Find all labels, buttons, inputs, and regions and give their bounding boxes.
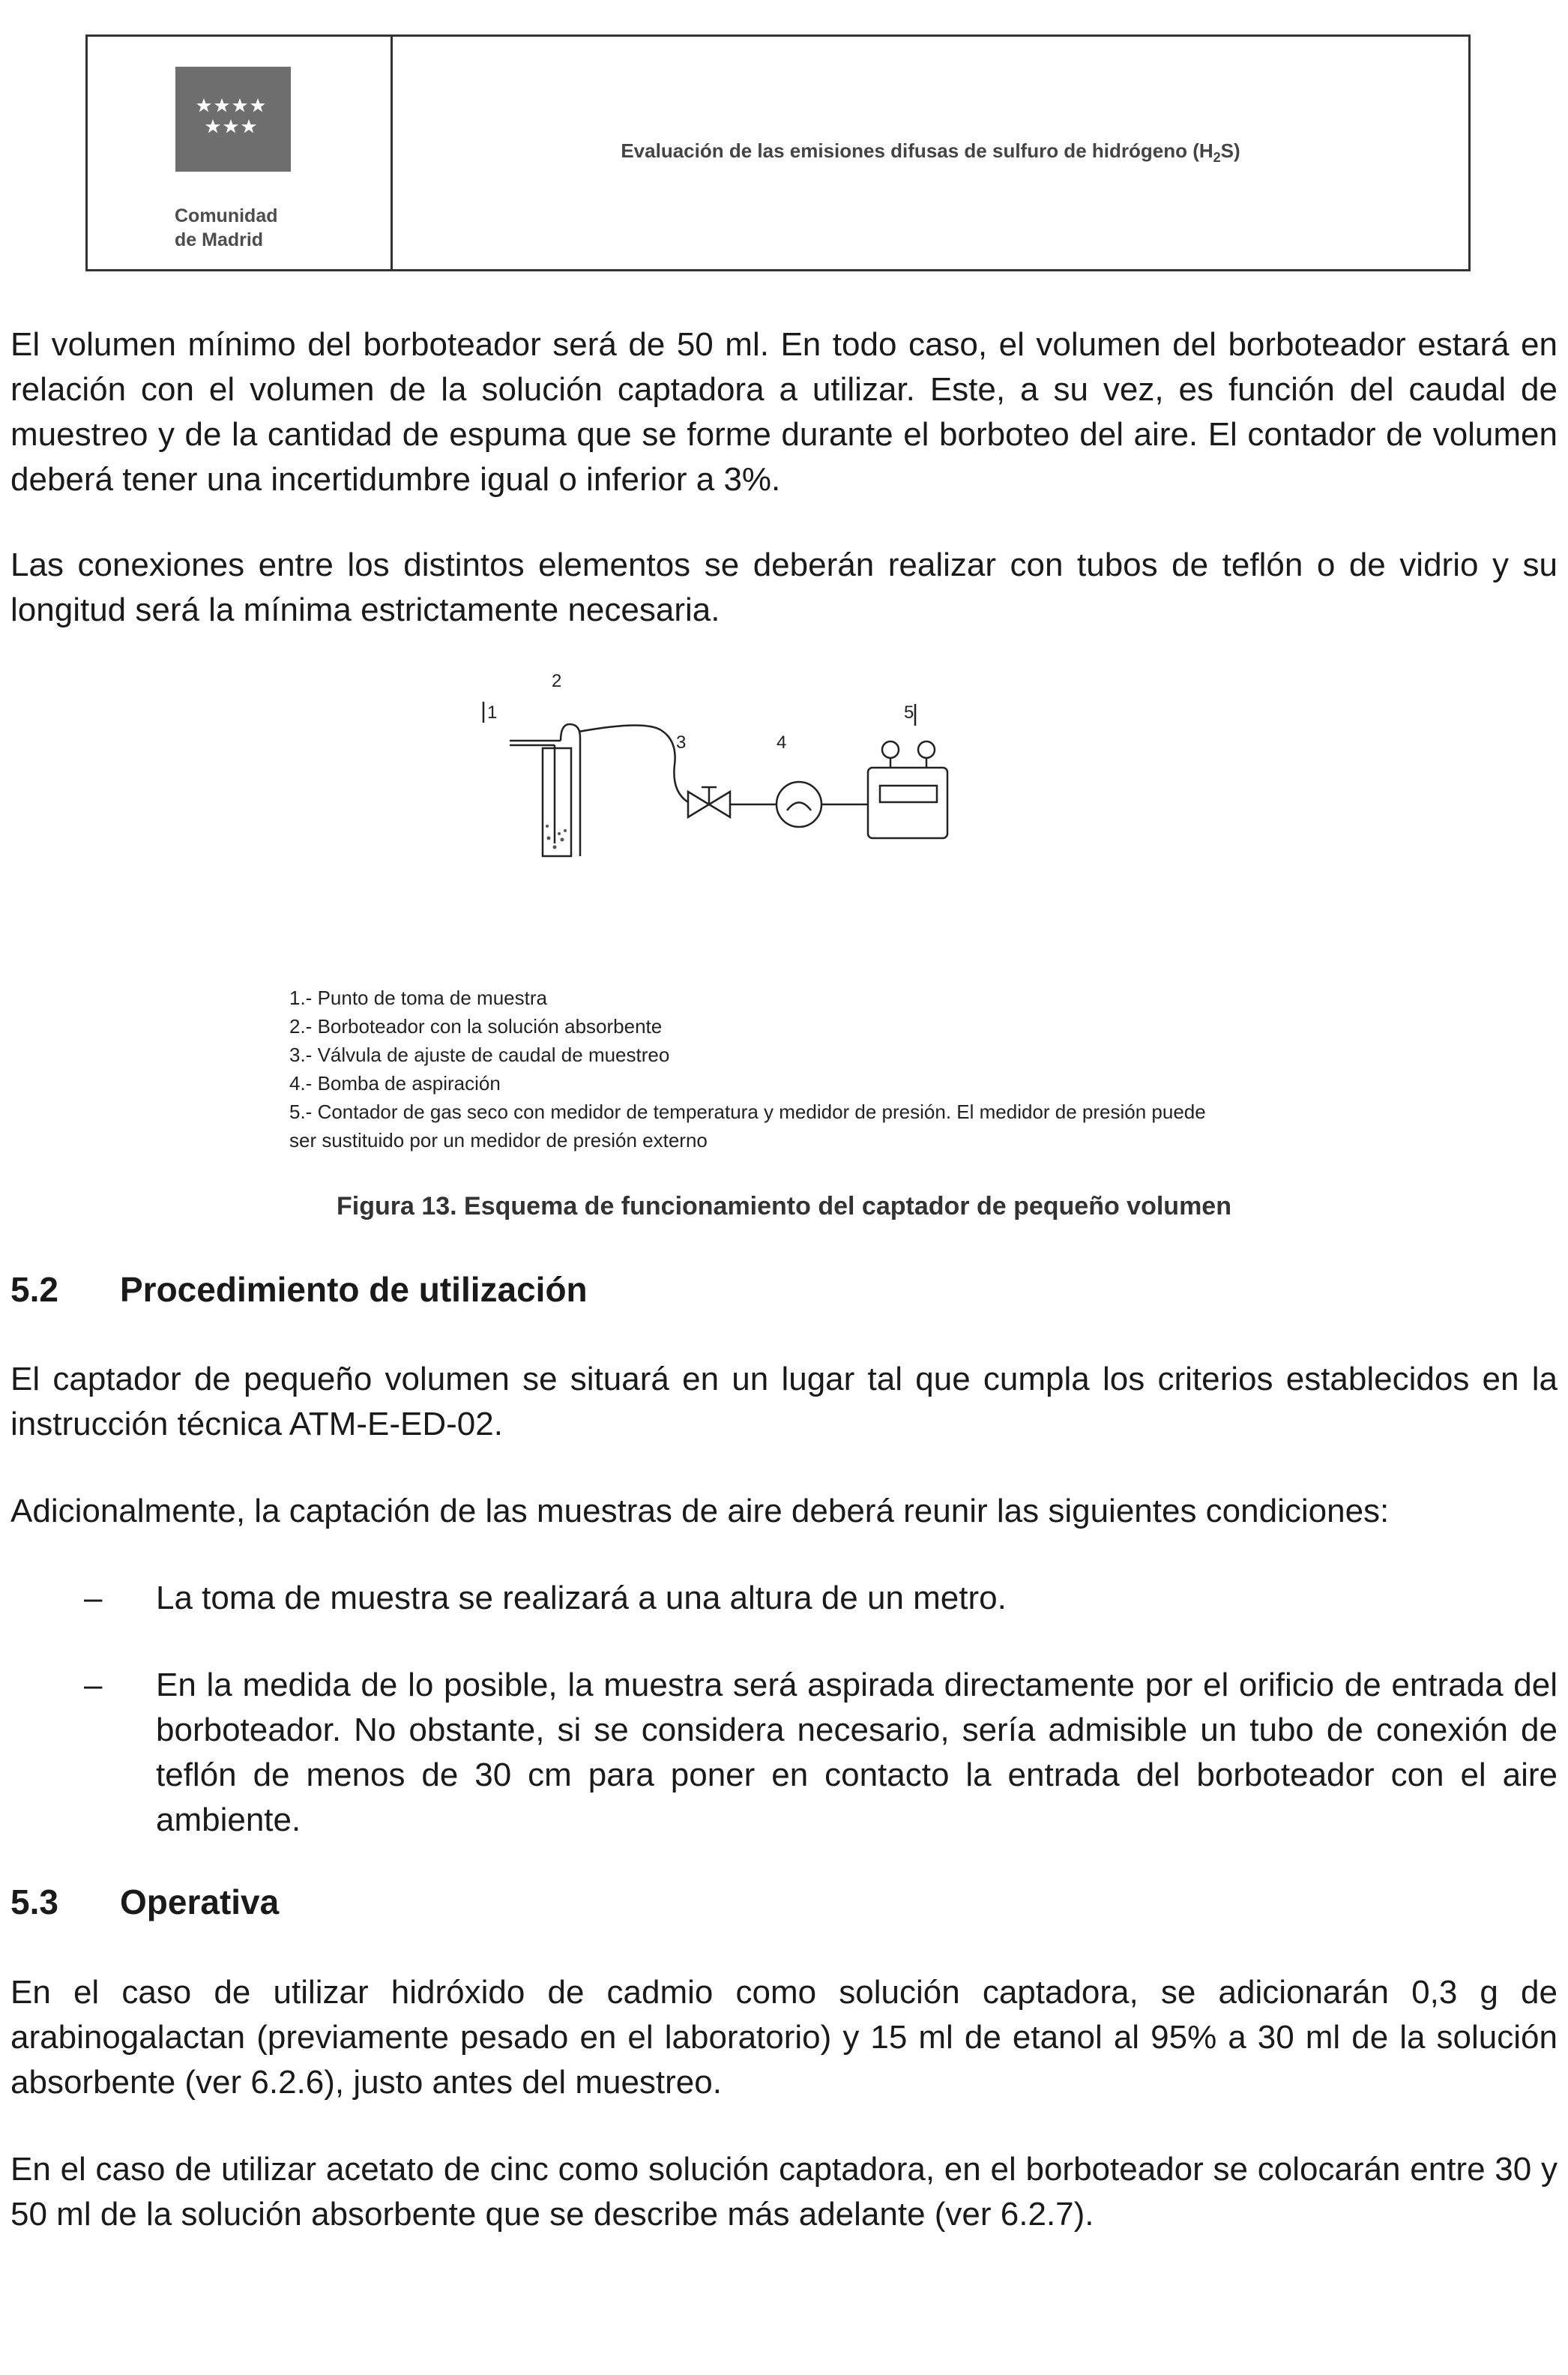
header-title-cell [393,37,1468,269]
diagram-label-2: 2 [552,671,562,691]
pump-circle [777,782,821,827]
paragraph-conditions: Adicionalmente, la captación de las muestras de aire deberá reunir las siguientes condiciones: [10,1493,1390,1529]
temperature-gauge [882,741,899,758]
figure-legend [289,984,1339,1155]
diagram-label-3: 3 [676,732,687,753]
section-heading-5-2: 5.2 Procedimiento de utilización [10,1270,588,1309]
page-header [85,34,1471,271]
sampler-diagram [450,660,1012,885]
figure-caption: Figura 13. Esquema de funcionamiento del captador de pequeño volumen [337,1192,1231,1220]
legend-item: 5.- Contador de gas seco con medidor de temperatura y medidor de presión. El medidor de presión puede [289,1101,1206,1123]
paragraph-location: El captador de pequeño volumen se situará en un lugar tal que cumpla los criterios establecidos en la instrucción técnica ATM-E-ED-02. [10,1361,1558,1442]
connection-hose [579,725,688,802]
list-item: – La toma de muestra se realizará a una altura de un metro. [84,1580,1007,1616]
legend-item: ser sustituido por un medidor de presión externo [289,1129,708,1152]
legend-item: 2.- Borboteador con la solución absorbente [289,1015,663,1038]
header-title: Evaluación de las emisiones difusas de sulfuro de hidrógeno $(H_2S)$ [621,139,1240,166]
legend-item: 3.- Válvula de ajuste de caudal de muestreo [289,1044,670,1066]
comunidad-madrid-logo [175,67,291,172]
bubbler-tubes [555,724,580,856]
pressure-gauge [918,741,935,758]
diagram-label-1: 1 [487,702,498,723]
valve-right-triangle [709,792,730,817]
legend-item: 1.- Punto de toma de muestra [289,987,547,1009]
logo-name: Comunidad de Madrid [175,205,278,250]
paragraph-bubbler-volume: El volumen mínimo del borboteador será de 50 ml. En todo caso, el volumen del borboteador estará en relación con el volumen de la solución captadora a utilizar. Este, a su vez, es función del caudal de muestreo y de la cantidad de espuma que se forme durante el borboteo del aire. El contador de volumen deberá tener una incertidumbre igual o inferior a 3%. [10,326,1558,498]
paragraph-cadmium: En el caso de utilizar hidróxido de cadmio como solución captadora, se adicionarán 0,3 g de arabinogalactan (previamente pesado en el laboratorio) y 15 ml de etanol al 95% a 30 ml de la solución absorbente (ver 6.2.6), justo antes del muestreo. [10,1974,1558,2101]
legend-item: 4.- Bomba de aspiración [289,1072,501,1095]
diagram-label-5: 5 [904,702,914,723]
stars-icon [196,97,271,142]
list-item: – En la medida de lo posible, la muestra será aspirada directamente por el orificio de entrada del borboteador. No obstante, si se considera necesario, sería admisible un tubo de conexión de teflón de menos de 30 cm para poner en contacto la entrada del borboteador con el aire ambiente. [84,1667,1558,1838]
section-heading-5-3: 5.3 Operativa [10,1882,280,1921]
paragraph-zinc: En el caso de utilizar acetato de cinc como solución captadora, en el borboteador se colocarán entre 30 y 50 ml de la solución absorbente que se describe más adelante (ver 6.2.7). [10,2151,1558,2233]
paragraph-connections: Las conexiones entre los distintos elementos se deberán realizar con tubos de teflón o de vidrio y su longitud será la mínima estrictamente necesaria. [10,547,1558,628]
diagram-label-4: 4 [777,732,787,753]
valve-left-triangle [688,792,709,817]
logo-cell [88,37,393,269]
bubbler-vessel [543,748,571,856]
